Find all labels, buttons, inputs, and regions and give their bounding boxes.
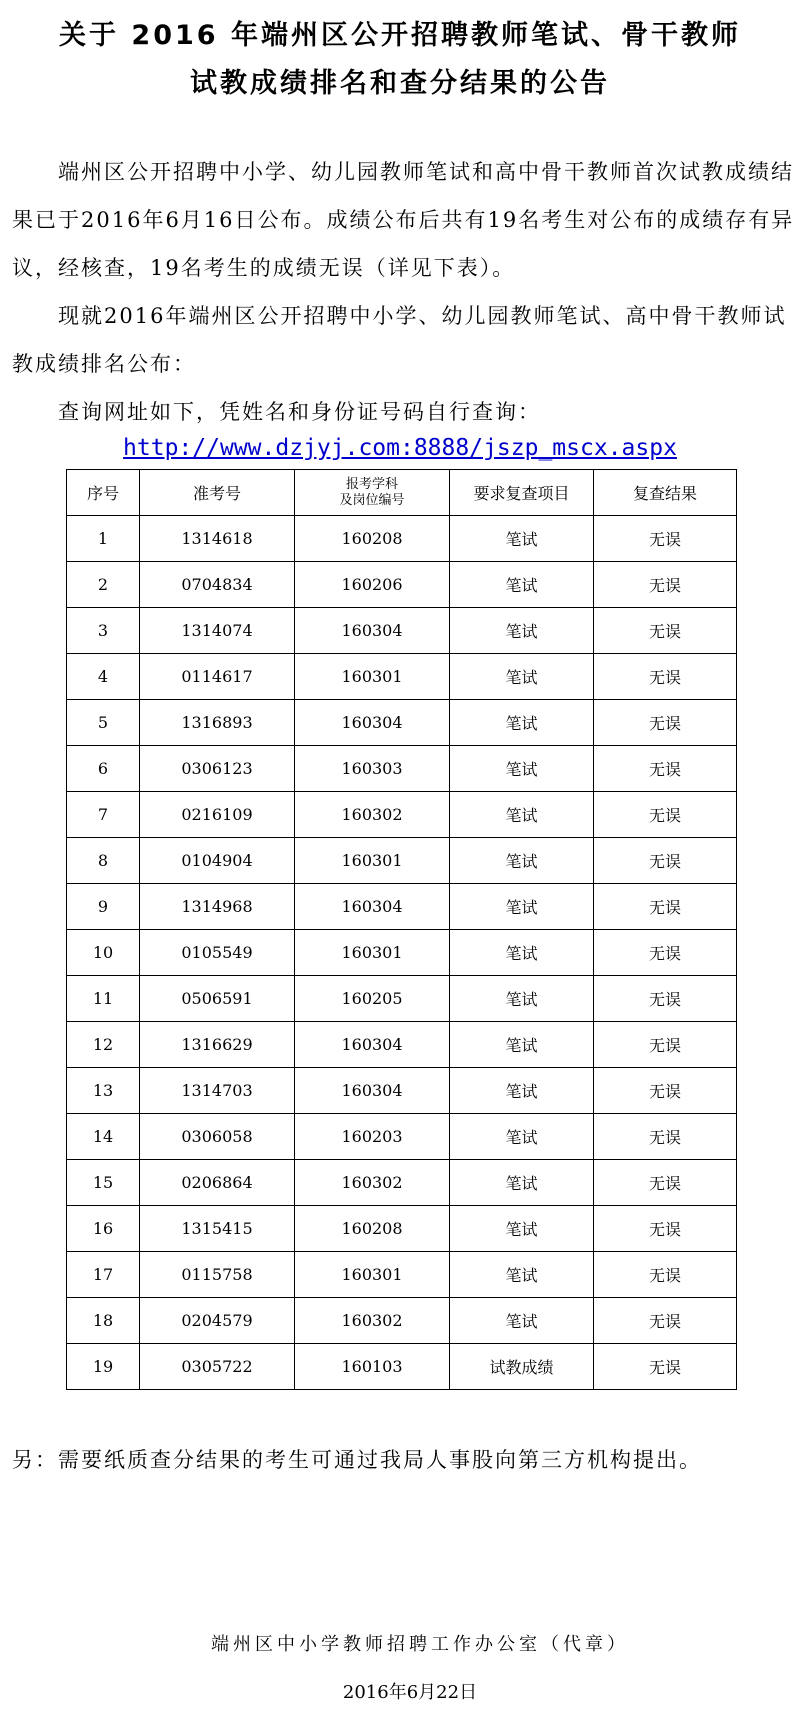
cell-exam-no: 0104904 [140,838,295,884]
cell-subject-code: 160205 [295,976,450,1022]
cell-subject-code: 160206 [295,562,450,608]
cell-subject-code: 160304 [295,700,450,746]
cell-seq: 3 [67,608,140,654]
table-row [67,884,737,930]
cell-subject-code: 160302 [295,1160,450,1206]
paragraph-ranking: 现就2016年端州区公开招聘中小学、幼儿园教师笔试、高中骨干教师试教成绩排名公布： [12,304,787,376]
cell-review-result: 无误 [594,562,737,608]
cell-seq: 13 [67,1068,140,1114]
cell-seq: 6 [67,746,140,792]
cell-seq: 7 [67,792,140,838]
table-row [67,976,737,1022]
cell-exam-no: 1316629 [140,1022,295,1068]
cell-subject-code: 160301 [295,838,450,884]
cell-subject-code: 160304 [295,608,450,654]
cell-review-result: 无误 [594,1206,737,1252]
cell-review-result: 无误 [594,838,737,884]
cell-review-item: 笔试 [450,976,594,1022]
table-row [67,1344,737,1390]
cell-exam-no: 0115758 [140,1252,295,1298]
cell-exam-no: 0306058 [140,1114,295,1160]
cell-seq: 15 [67,1160,140,1206]
cell-review-item: 笔试 [450,1114,594,1160]
table-header-row [67,470,737,516]
cell-review-result: 无误 [594,1160,737,1206]
cell-subject-code: 160203 [295,1114,450,1160]
cell-subject-code: 160208 [295,516,450,562]
table-row [67,930,737,976]
table-row [67,654,737,700]
cell-review-item: 笔试 [450,654,594,700]
cell-exam-no: 0114617 [140,654,295,700]
cell-subject-code: 160304 [295,1022,450,1068]
cell-exam-no: 1314968 [140,884,295,930]
cell-review-item: 笔试 [450,700,594,746]
cell-review-result: 无误 [594,1068,737,1114]
cell-subject-code: 160302 [295,792,450,838]
cell-seq: 19 [67,1344,140,1390]
header-review-item: 要求复查项目 [450,470,594,516]
cell-exam-no: 0216109 [140,792,295,838]
cell-review-item: 笔试 [450,792,594,838]
cell-exam-no: 0306123 [140,746,295,792]
cell-review-result: 无误 [594,1344,737,1390]
cell-seq: 9 [67,884,140,930]
document-title-line-2: 试教成绩排名和查分结果的公告 [190,68,610,99]
cell-review-result: 无误 [594,608,737,654]
cell-exam-no: 1316893 [140,700,295,746]
issuer-signature: 端州区中小学教师招聘工作办公室（代章） [211,1634,629,1655]
cell-subject-code: 160301 [295,654,450,700]
cell-review-result: 无误 [594,930,737,976]
table-row [67,838,737,884]
table-row [67,1298,737,1344]
cell-review-item: 笔试 [450,884,594,930]
cell-subject-code: 160208 [295,1206,450,1252]
header-subject-line-1: 报考学科 [345,476,398,492]
cell-subject-code: 160301 [295,1252,450,1298]
table-row [67,562,737,608]
cell-exam-no: 1314618 [140,516,295,562]
paragraph-announcement: 端州区公开招聘中小学、幼儿园教师笔试和高中骨干教师首次试教成绩结果已于2016年6月16日公布。成绩公布后共有19名考生对公布的成绩存有异议，经核查，19名考生的成绩无误（详见下表）。 [12,160,795,280]
cell-review-result: 无误 [594,654,737,700]
header-exam-no: 准考号 [140,470,295,516]
cell-review-result: 无误 [594,976,737,1022]
issue-date: 2016年6月22日 [342,1682,478,1703]
cell-subject-code: 160304 [295,1068,450,1114]
cell-exam-no: 0206864 [140,1160,295,1206]
cell-review-item: 笔试 [450,1022,594,1068]
cell-seq: 1 [67,516,140,562]
cell-review-item: 笔试 [450,1252,594,1298]
cell-review-item: 笔试 [450,562,594,608]
cell-review-item: 笔试 [450,1298,594,1344]
document-title-line-1: 关于 2016 年端州区公开招聘教师笔试、骨干教师 [59,20,741,51]
cell-review-result: 无误 [594,1022,737,1068]
cell-review-result: 无误 [594,700,737,746]
review-results-table [66,469,737,1390]
cell-review-item: 试教成绩 [450,1344,594,1390]
header-subject-code [295,470,450,516]
cell-review-item: 笔试 [450,1206,594,1252]
table-row [67,1160,737,1206]
cell-seq: 14 [67,1114,140,1160]
cell-review-item: 笔试 [450,516,594,562]
table-row [67,1252,737,1298]
cell-subject-code: 160301 [295,930,450,976]
cell-seq: 8 [67,838,140,884]
header-subject-line-2: 及岗位编号 [339,492,405,508]
cell-review-item: 笔试 [450,838,594,884]
cell-review-result: 无误 [594,516,737,562]
cell-seq: 10 [67,930,140,976]
cell-review-result: 无误 [594,884,737,930]
table-body [67,516,737,1390]
table-row [67,746,737,792]
query-url-link[interactable]: http://www.dzjyj.com:8888/jszp_mscx.aspx [123,435,677,461]
cell-exam-no: 1314074 [140,608,295,654]
cell-seq: 5 [67,700,140,746]
table-row [67,608,737,654]
cell-subject-code: 160302 [295,1298,450,1344]
header-review-result: 复查结果 [594,470,737,516]
cell-review-item: 笔试 [450,930,594,976]
cell-exam-no: 0506591 [140,976,295,1022]
cell-exam-no: 0105549 [140,930,295,976]
table-row [67,1022,737,1068]
table-row [67,792,737,838]
cell-review-result: 无误 [594,1114,737,1160]
cell-exam-no: 0305722 [140,1344,295,1390]
table-row [67,1068,737,1114]
cell-review-result: 无误 [594,1252,737,1298]
cell-exam-no: 0204579 [140,1298,295,1344]
header-seq: 序号 [67,470,140,516]
cell-review-item: 笔试 [450,1068,594,1114]
table-row [67,516,737,562]
cell-seq: 4 [67,654,140,700]
cell-seq: 16 [67,1206,140,1252]
cell-review-item: 笔试 [450,746,594,792]
note-paper-results: 另：需要纸质查分结果的考生可通过我局人事股向第三方机构提出。 [12,1448,702,1472]
cell-exam-no: 1314703 [140,1068,295,1114]
cell-review-result: 无误 [594,1298,737,1344]
table-row [67,700,737,746]
cell-seq: 18 [67,1298,140,1344]
cell-subject-code: 160303 [295,746,450,792]
cell-seq: 2 [67,562,140,608]
cell-review-result: 无误 [594,792,737,838]
cell-seq: 17 [67,1252,140,1298]
cell-subject-code: 160304 [295,884,450,930]
paragraph-query-instruction: 查询网址如下，凭姓名和身份证号码自行查询： [58,400,541,424]
table-row [67,1114,737,1160]
cell-subject-code: 160103 [295,1344,450,1390]
cell-exam-no: 1315415 [140,1206,295,1252]
cell-seq: 11 [67,976,140,1022]
cell-review-item: 笔试 [450,1160,594,1206]
cell-review-item: 笔试 [450,608,594,654]
cell-seq: 12 [67,1022,140,1068]
table-row [67,1206,737,1252]
cell-review-result: 无误 [594,746,737,792]
cell-exam-no: 0704834 [140,562,295,608]
